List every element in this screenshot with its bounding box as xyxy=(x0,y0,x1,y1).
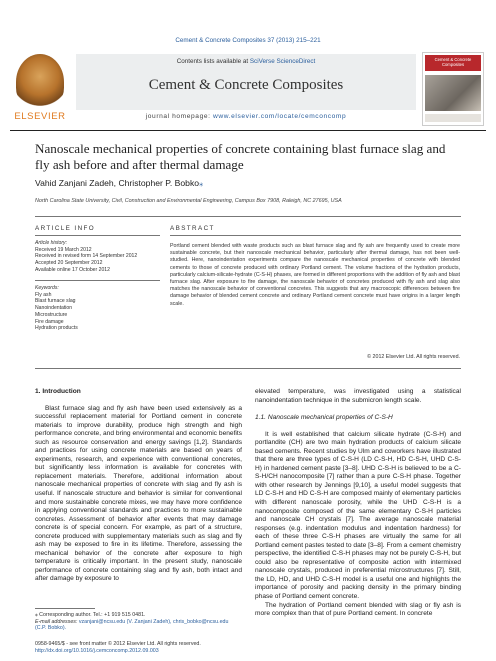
author-affiliation: North Carolina State University, Civil, Construction and Environmental Engineering, Campus Box 7908, Raleigh, NC 27695, USA xyxy=(35,198,342,204)
article-info-rule xyxy=(35,235,160,236)
cover-footer xyxy=(425,114,481,122)
abstract-heading: ABSTRACT xyxy=(170,225,215,232)
keyword-item: Microstructure xyxy=(35,311,68,318)
abstract-rule xyxy=(170,235,461,236)
subsection-paragraph-1: It is well established that calcium silicate hydrate (C-S-H) and portlandite (CH) are two main hydration products of calcium silicate based cements. Recent studies by Ulm and coworkers have illustrated that there are three types of C-S-H (LD C-S-H, HD C-S-H, UHD C-S-H) in hardened cement paste [3–8]. UHD C-S-H is believed to be a C-S-H/CH nanocomposite [7] rather than a pure C-S-H phase. Together with other research by Jennings [9,10], a useful model suggests that LD C-S-H and HD C-S-H are composed mainly of elementary particles with different nanoscale porosity, while the UHD C-S-H is a nanocomposite composed of the same elementary C-S-H particles and nanoscale CH crystals [7]. The average nanoscale material responses (e.g. indentation modulus and indentation hardness) for each of these three C-S-H phases are virtually the same for all Portland cement pastes tested to date [3–8]. From a cement chemistry perspective, the identified C-S-H phases may not be purely C-S-H, but could also be representative of composite action with intermixed nanoscale crystals, produced in preferential microstructures [7]. Still, the LD, HD, and UHD C-S-H model is a useful one and highlights the importance of porosity and packing density in the primary binding phase of Portland cement concrete. xyxy=(255,430,461,601)
elsevier-logo[interactable] xyxy=(10,52,70,126)
sciencedirect-link[interactable]: SciVerse ScienceDirect xyxy=(249,58,316,65)
cover-image xyxy=(425,75,481,111)
affiliation-divider xyxy=(35,216,461,217)
right-column xyxy=(255,388,461,619)
intro-paragraph: Blast furnace slag and fly ash have been used extensively as a successful replacement material for Portland cement in concrete materials to improve durability, produce high strength and high performance concrete, and bring environmental and economic benefits such as resource conservation and energy savings [1,2]. Standards and practices for using concrete materials are based on years of experiments, research, and experience with conventional concretes, but significantly less information is available for concretes with replacement materials. Therefore, additional information about nanoscale mechanical properties of concrete with slag and fly ash is useful. If nanoscale structure and behavior is similar for conventional and more sustainable concrete mixes, we may have more confidence in applying conventional standards and practices to more sustainable concretes. Assessment of behavior after events that may damage concrete is of special concern. For example, as part of a structure, concrete produced with supplementary materials such as slag and fly ash may be exposed to fire in its lifetime. Therefore, assessing the mechanical behavior of the concrete after exposure to high temperature is critically important. In the present study, nanoscale performance of concrete containing slag and fly ash, both intact and after damage by exposure to xyxy=(35,404,242,583)
homepage-link[interactable]: www.elsevier.com/locate/cemconcomp xyxy=(212,113,347,120)
doi-link[interactable]: http://dx.doi.org/10.1016/j.cemconcomp.2012.09.003 xyxy=(35,647,159,654)
journal-reference[interactable]: Cement & Concrete Composites 37 (2013) 215–221 xyxy=(175,37,321,44)
journal-title: Cement & Concrete Composites xyxy=(148,77,344,93)
article-authors xyxy=(35,178,203,189)
corresponding-author-note: ⁎ Corresponding author. Tel.: +1 919 515 0481. xyxy=(35,612,146,618)
history-accepted: Accepted 20 September 2012 xyxy=(35,260,103,267)
abstract-copyright: © 2012 Elsevier Ltd. All rights reserved. xyxy=(367,354,460,360)
article-title: Nanoscale mechanical properties of concrete containing blast furnace slag and fly ash before and after thermal damage xyxy=(35,141,446,172)
footnotes xyxy=(35,612,240,632)
cover-title: Cement & Concrete Composites xyxy=(434,57,472,67)
section-heading-introduction: 1. Introduction xyxy=(35,388,81,395)
article-info-heading: ARTICLE INFO xyxy=(35,225,96,232)
subsection-heading: 1.1. Nanoscale mechanical properties of C-S-H xyxy=(255,414,393,422)
email-note xyxy=(35,619,240,632)
author-names[interactable]: Vahid Zanjani Zadeh, Christopher P. Bobko xyxy=(35,178,200,188)
keyword-item: Fly ash xyxy=(35,291,52,298)
contents-line xyxy=(76,58,416,65)
journal-homepage xyxy=(76,113,416,120)
header-divider xyxy=(10,130,486,131)
elsevier-tree-icon xyxy=(16,54,64,110)
left-column xyxy=(35,388,242,584)
journal-cover-thumbnail[interactable] xyxy=(422,52,484,126)
abstract-text: Portland cement blended with waste products such as blast furnace slag and fly ash are frequently used to create more sustainable concrete, but their nanoscale mechanical behavior, particularly after thermal damage, has not been well-studied. Here, nanoindentation experiments compare the nanoscale mechanical properties of concrete with blended cements to those of concrete produced with ordinary Portland cement. The volume fractions of the hydration products, particularly calcium-silicate-hydrate (C-S-H) phases, are formed in different proportions with the addition of fly ash and blast furnace slag. After exposure to fire damage, the nanoscale behavior of concretes produced with fly ash and slag also matches the nanoscale behavior of conventional concretes. This suggests that any macroscopic differences between fire damage behavior of blended cement concrete and ordinary Portland cement concrete must have origins in a larger length scale. xyxy=(170,243,460,307)
article-history xyxy=(35,240,137,274)
keywords-label: Keywords: xyxy=(35,285,59,291)
journal-header xyxy=(10,52,486,126)
email-addresses[interactable]: vzanjani@ncsu.edu (V. Zanjani Zadeh), chris_bobko@ncsu.edu (C.P. Bobko). xyxy=(35,618,229,631)
keyword-item: Blast furnace slag xyxy=(35,298,76,305)
history-label: Article history: xyxy=(35,240,67,246)
corresponding-author-mark[interactable]: ⁎ xyxy=(199,178,204,188)
history-revised: Received in revised form 14 September 2012 xyxy=(35,253,138,260)
homepage-prefix: journal homepage: xyxy=(145,113,213,120)
journal-banner xyxy=(76,54,416,110)
history-received: Received 19 March 2012 xyxy=(35,246,92,253)
subsection-paragraph-2: The hydration of Portland cement blended with slag or fly ash is more complex than that of pure Portland cement. In concrete xyxy=(255,601,461,618)
issn-line: 0958-9465/$ - see front matter © 2012 Elsevier Ltd. All rights reserved. xyxy=(35,641,201,647)
abstract-bottom-rule xyxy=(35,368,461,369)
keyword-item: Hydration products xyxy=(35,325,78,332)
email-label: E-mail addresses: xyxy=(35,618,78,625)
history-online: Available online 17 October 2012 xyxy=(35,266,110,273)
footnote-rule xyxy=(35,608,95,609)
keywords-list xyxy=(35,285,78,332)
publisher-name: ELSEVIER xyxy=(14,111,66,122)
contents-prefix: Contents lists available at xyxy=(176,58,250,65)
keywords-rule xyxy=(35,280,160,281)
intro-continuation: elevated temperature, was investigated using a statistical nanoindentation technique in the submicron length scale. xyxy=(255,388,461,404)
bottom-matter xyxy=(35,641,245,654)
keyword-item: Nanoindentation xyxy=(35,305,73,312)
keyword-item: Fire damage xyxy=(35,318,64,325)
